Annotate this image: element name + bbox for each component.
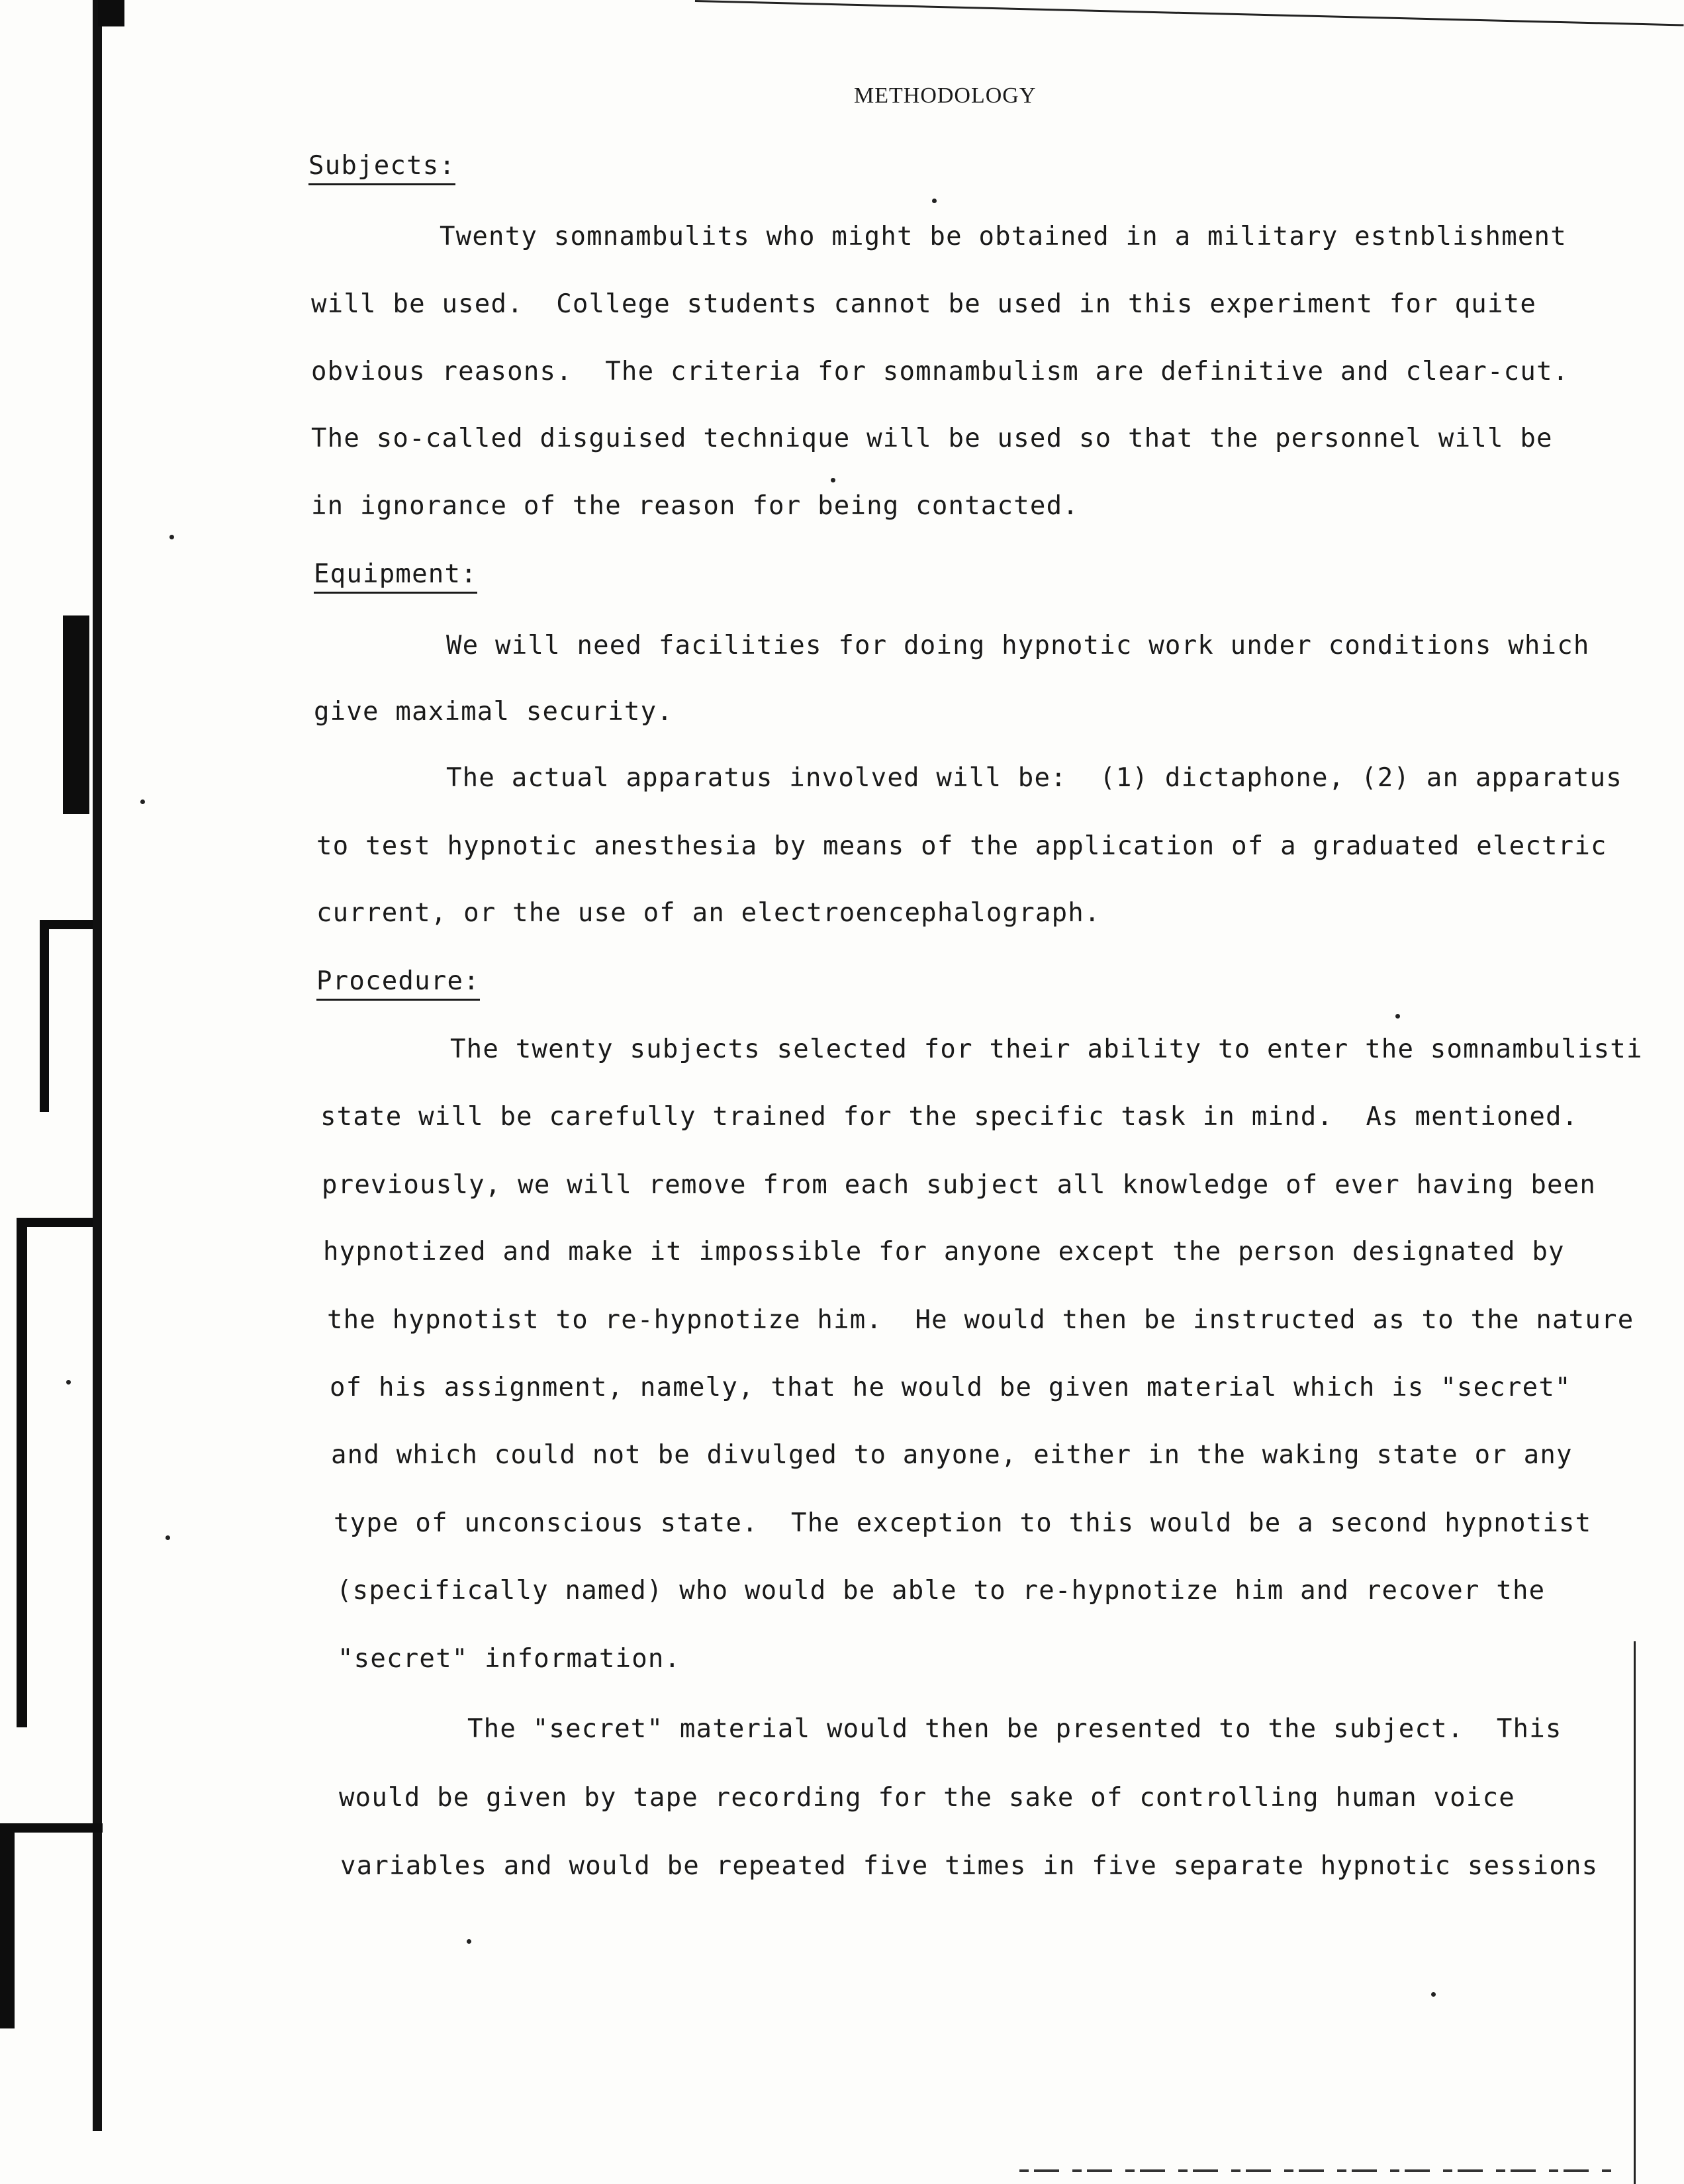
paragraph-line: will be used. College students cannot be used in this experiment for quite (311, 289, 1536, 319)
section-heading-subjects: Subjects: (308, 151, 455, 185)
paragraph-line: obvious reasons. The criteria for somnambulism are definitive and clear-cut. (311, 357, 1569, 387)
section-heading-equipment: Equipment: (314, 559, 477, 594)
paragraph-line: Twenty somnambulits who might be obtained in a military estnblishment (440, 222, 1567, 251)
page-title: METHODOLOGY (854, 83, 1037, 108)
paragraph-line: the hypnotist to re-hypnotize him. He would then be instructed as to the nature (327, 1305, 1634, 1335)
paragraph-line: previously, we will remove from each subject all knowledge of ever having been (322, 1170, 1597, 1200)
paragraph-line: (specifically named) who would be able to re-hypnotize him and recover the (336, 1576, 1546, 1606)
paragraph-line: The "secret" material would then be presented to the subject. This (467, 1714, 1562, 1744)
section-heading-procedure: Procedure: (316, 966, 480, 1001)
paragraph-line: and which could not be divulged to anyone, either in the waking state or any (331, 1440, 1573, 1470)
paragraph-line: in ignorance of the reason for being contacted. (311, 491, 1079, 521)
paragraph-line: of his assignment, namely, that he would be given material which is "secret" (330, 1373, 1571, 1402)
paragraph-line: current, or the use of an electroencephalograph. (316, 898, 1101, 928)
paragraph-line: variables and would be repeated five times in five separate hypnotic sessions (340, 1851, 1599, 1881)
paragraph-line: type of unconscious state. The exception to this would be a second hypnotist (334, 1508, 1592, 1538)
paragraph-line: hypnotized and make it impossible for anyone except the person designated by (323, 1237, 1565, 1267)
paragraph-line: The twenty subjects selected for their ability to enter the somnambulisti (450, 1034, 1643, 1064)
paragraph-line: give maximal security. (314, 697, 673, 727)
paragraph-line: The actual apparatus involved will be: (1) dictaphone, (2) an apparatus (446, 763, 1622, 793)
paragraph-line: "secret" information. (338, 1644, 681, 1674)
paragraph-line: We will need facilities for doing hypnotic work under conditions which (446, 631, 1590, 660)
paragraph-line: state will be carefully trained for the specific task in mind. As mentioned. (320, 1102, 1579, 1132)
paragraph-line: The so-called disguised technique will be used so that the personnel will be (311, 424, 1553, 453)
paragraph-line: to test hypnotic anesthesia by means of the application of a graduated electric (316, 831, 1607, 861)
paragraph-line: would be given by tape recording for the sake of controlling human voice (339, 1783, 1515, 1813)
